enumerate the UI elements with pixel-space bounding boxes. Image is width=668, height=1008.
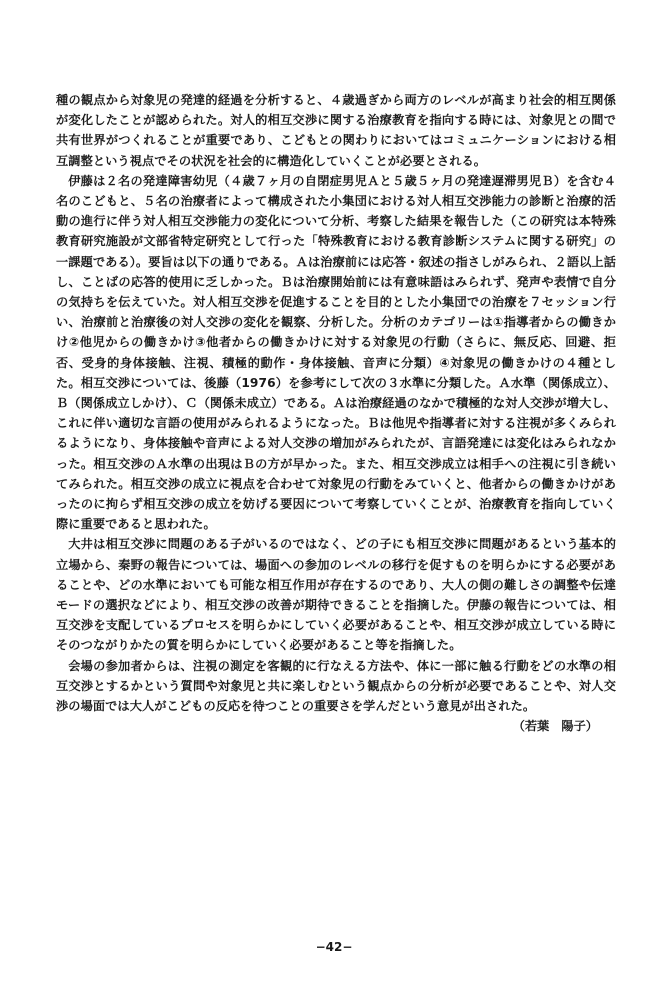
- paragraph-1: 種の観点から対象児の発達的経過を分析すると、４歳過ぎから両方のレベルが高まり社会的相互関係が変化したことが認められた。対人的相互交渉に関する治療教育を指向する時には、対象児との間で共有世界がつくれることが重要であり、こどもとの関わりにおいてはコミュニケーションにおける相互調整という視点でその状況を社会的に構造化していくことが必要とされる。: [56, 93, 616, 168]
- paragraph-3: 大井は相互交渉に問題のある子がいるのではなく、どの子にも相互交渉に問題があるという基本的立場から、秦野の報告については、場面への参加のレベルの移行を促すものを明らかにする必要があることや、どの水準においても可能な相互作用が存在するのであり、大人の側の難しさの調整や伝達モードの選択などにより、相互交渉の改善が期待できることを指摘した。伊藤の報告については、相互交渉を支配しているプロセスを明らかにしていく必要があることや、相互交渉が成立している時にそのつながりかたの質を明らかにしていく必要があること等を指摘した。: [56, 537, 616, 653]
- page-number: −42−: [315, 940, 353, 954]
- document-body: [56, 90, 616, 737]
- author-signature: （若葉 陽子）: [512, 719, 598, 734]
- paragraph-4: 会場の参加者からは、注視の測定を客観的に行なえる方法や、体に一部に触る行動をどの水準の相互交渉とするかという質問や対象児と共に楽しむという観点からの分析が必要であることや、対人交渉の場面では大人がこどもの反応を待つことの重要さを学んだという意見が出された。: [56, 658, 616, 714]
- paragraph-2: 伊藤は２名の発達障害幼児（４歳７ヶ月の自閉症男児Ａと５歳５ヶ月の発達遅滞男児Ｂ）を含む４名のこどもと、５名の治療者によって構成された小集団における対人相互交渉能力の診断と治療的活動の進行に伴う対人相互交渉能力の変化について分析、考察した結果を報告した（この研究は本特殊教育研究施設が文部省特定研究として行った「特殊教育における教育診断システムに関する研究」の一課題である）。要旨は以下の通りである。Ａは治療前には応答・叙述の指さしがみられ、２語以上話し、ことばの応答的使用に乏しかった。Ｂは治療開始前には有意味語はみられず、発声や表情で自分の気持ちを伝えていた。対人相互交渉を促進することを目的とした小集団での治療を７セッション行い、治療前と治療後の対人交渉の変化を観察、分析した。分析のカテゴリーは①指導者からの働きかけ②他児からの働きかけ③他者からの働きかけに対する対象児の行動（さらに、無反応、回避、拒否、受身的身体接触、注視、積極的動作・身体接触、音声に分類）④対象児の働きかけの４種とした。相互交渉については、後藤（1976）を参考にして次の３水準に分類した。Ａ水準（関係成立）、Ｂ（関係成立しかけ）、Ｃ（関係未成立）である。Ａは治療経過のなかで積極的な対人交渉が増大し、これに伴い適切な言語の使用がみられるようになった。Ｂは他児や指導者に対する注視が多くみられるようになり、身体接触や音声による対人交渉の増加がみられたが、言語発達には変化はみられなかった。相互交渉のＡ水準の出現はＢの方が早かった。また、相互交渉成立は相手への注視に引き続いてみられた。相互交渉の成立に視点を合わせて対象児の行動をみていくと、他者からの働きかけがあったのに拘らず相互交渉の成立を妨げる要因について考察していくことが、治療教育を指向していく際に重要であると思われた。: [56, 173, 616, 532]
